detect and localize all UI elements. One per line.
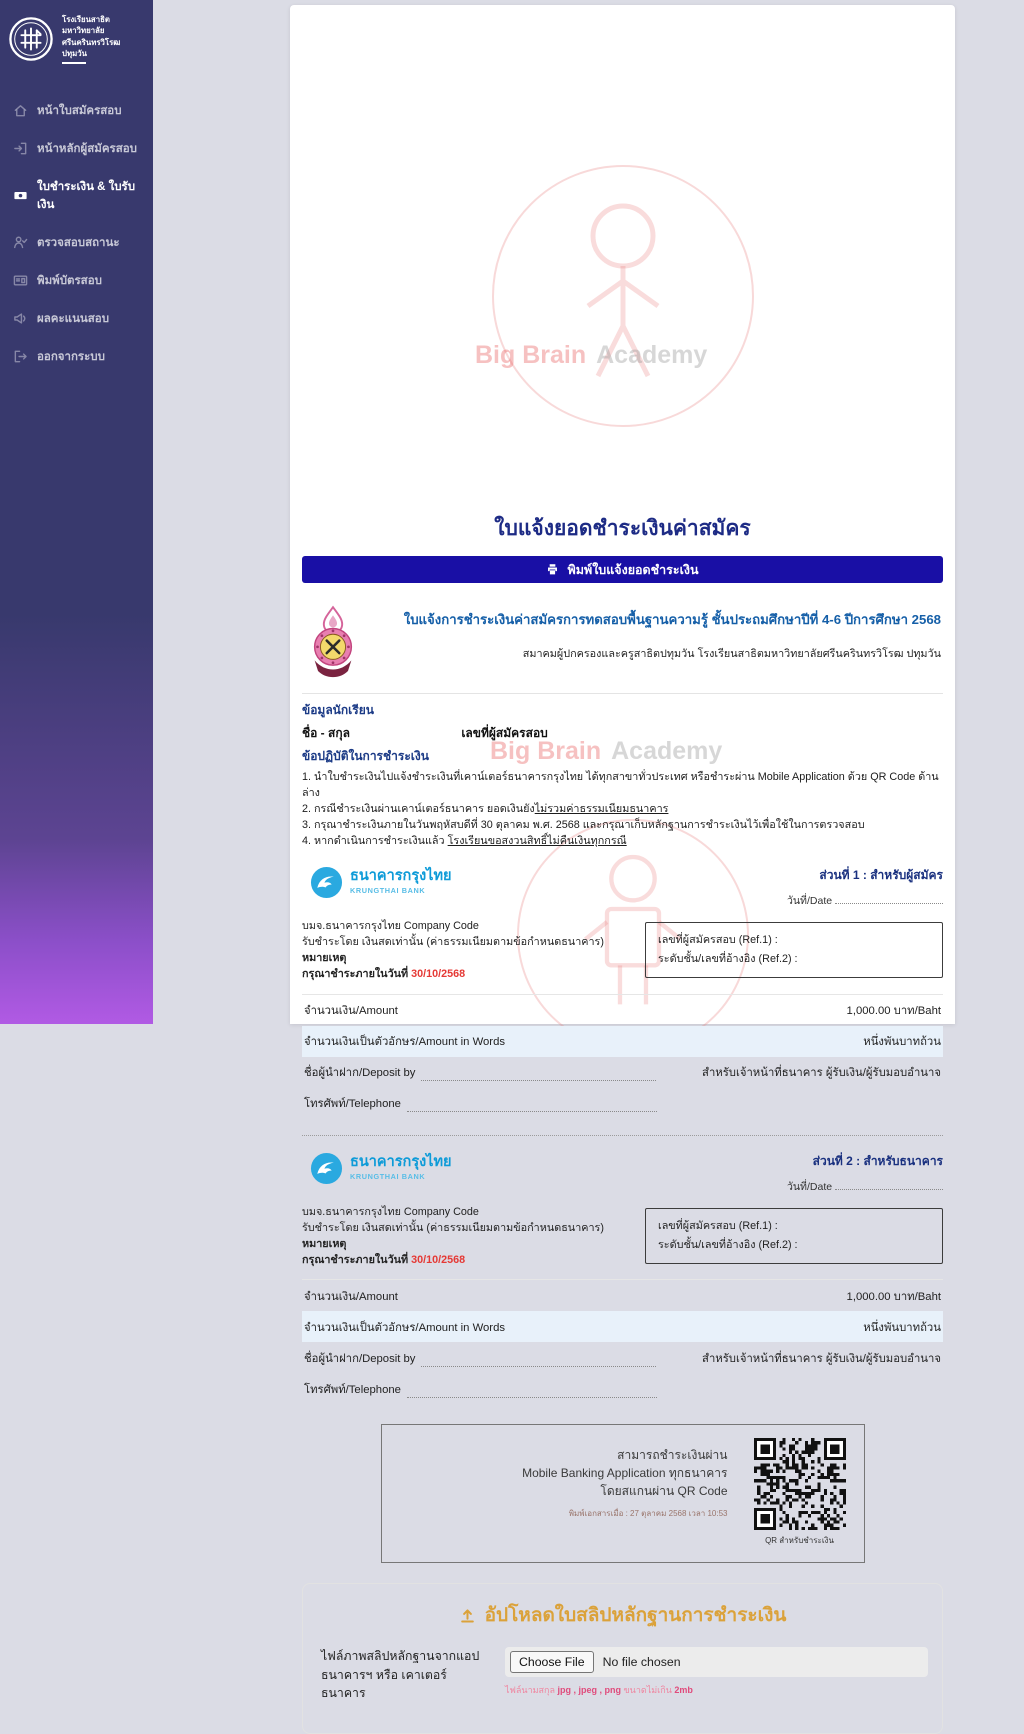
school-crest-icon: [304, 605, 362, 679]
bank-name-th: ธนาคารกรุงไทย: [350, 1154, 452, 1171]
slip-subtitle: สมาคมผู้ปกครองและครูสาธิตปทุมวัน โรงเรียนสาธิตมหาวิทยาลัยศรีนครินทรวิโรฒ ปทุมวัน: [522, 648, 941, 660]
sidebar-item-receipt[interactable]: ใบชำระเงิน & ใบรับเงิน: [0, 168, 153, 224]
ref2-label: ระดับชั้น/เลขที่อ้างอิง (Ref.2) :: [658, 1238, 798, 1251]
date-line: วันที่/Date: [787, 892, 943, 909]
main-content: [153, 0, 1024, 1701]
ref1-label: เลขที่ผู้สมัครสอบ (Ref.1) :: [658, 1220, 778, 1233]
applicant-number-label: เลขที่ผู้สมัครสอบ: [461, 726, 548, 740]
qr-line-2: Mobile Banking Application ทุกธนาคาร: [522, 1466, 728, 1481]
reference-box: [645, 1208, 943, 1264]
qr-code-image: [754, 1438, 846, 1530]
school-name: โรงเรียนสาธิต มหาวิทยาลัยศรีนครินทรวิโรฒ ปทุมวัน: [62, 15, 121, 58]
sidebar: [0, 0, 153, 1024]
sidebar-item-status[interactable]: ตรวจสอบสถานะ: [0, 224, 153, 262]
watermark-text-2: Big Brain Academy: [490, 737, 723, 765]
watermark-text-1: Big Brain Academy: [475, 341, 708, 369]
payment-part-1: [302, 866, 943, 1119]
upload-slip-section: [302, 1583, 943, 1733]
sidebar-nav: [0, 92, 153, 376]
file-hint: ไฟล์นามสกุล jpg , jpeg , png ขนาดไม่เกิน 2mb: [505, 1685, 693, 1696]
school-name-underline: [62, 62, 86, 64]
amount-words-value: หนึ่งพันบาทถ้วน: [863, 1321, 941, 1334]
slip-header: [302, 605, 943, 694]
reference-box: [645, 922, 943, 978]
krungthai-logo: [302, 1152, 452, 1185]
student-name-label: ชื่อ - สกุล: [302, 726, 350, 740]
deposit-by-label: ชื่อผู้นำฝาก/Deposit by: [304, 1352, 416, 1365]
due-date: 30/10/2568: [411, 968, 466, 981]
printer-icon: [546, 563, 559, 576]
sidebar-item-home[interactable]: หน้าใบสมัครสอบ: [0, 92, 153, 130]
amount-table: [302, 1279, 943, 1404]
bank-name-th: ธนาคารกรุงไทย: [350, 868, 452, 885]
instruction-line: 3. กรุณาชำระเงินภายในวันพฤหัสบดีที่ 30 ตุลาคม พ.ศ. 2568 และกรุณาเก็บหลักฐานการชำระเงินไว้เพื่อใช้ในการตรวจสอบ: [302, 818, 865, 831]
payment-instructions: [302, 770, 943, 850]
due-date: 30/10/2568: [411, 1254, 466, 1267]
amount-words-label: จำนวนเงินเป็นตัวอักษร/Amount in Words: [304, 1321, 505, 1334]
qr-line-1: สามารถชำระเงินผ่าน: [617, 1448, 728, 1463]
slip-title: ใบแจ้งการชำระเงินค่าสมัครการทดสอบพื้นฐานความรู้ ชั้นประถมศึกษาปีที่ 4-6 ปีการศึกษา 2568: [403, 612, 941, 627]
sidebar-item-enter[interactable]: หน้าหลักผู้สมัครสอบ: [0, 130, 153, 168]
qr-line-3: โดยสแกนผ่าน QR Code: [600, 1484, 728, 1499]
bank-name-en: KRUNGTHAI BANK: [350, 886, 426, 896]
bank-name-en: KRUNGTHAI BANK: [350, 1172, 426, 1182]
amount-table: [302, 994, 943, 1119]
amount-value: 1,000.00 บาท/Baht: [846, 1005, 941, 1018]
upload-title: อัปโหลดใบสลิปหลักฐานการชำระเงิน: [317, 1600, 928, 1630]
date-line: วันที่/Date: [787, 1178, 943, 1195]
amount-words-value: หนึ่งพันบาทถ้วน: [863, 1036, 941, 1049]
sidebar-item-logout[interactable]: ออกจากระบบ: [0, 338, 153, 376]
status-icon: [13, 235, 28, 250]
due-line: กรุณาชำระภายในวันที่ 30/10/2568: [302, 1254, 466, 1267]
ref2-label: ระดับชั้น/เลขที่อ้างอิง (Ref.2) :: [658, 953, 798, 966]
qr-payment-box: [381, 1424, 865, 1563]
company-code-line: บมจ.ธนาคารกรุงไทย Company Code: [302, 919, 479, 932]
file-input: [505, 1647, 928, 1677]
payment-part-2: [302, 1152, 943, 1405]
deposit-by-label: ชื่อผู้นำฝาก/Deposit by: [304, 1067, 416, 1080]
instructions-title: ข้อปฏิบัติในการชำระเงิน: [302, 749, 429, 763]
bank-officer-label: สำหรับเจ้าหน้าที่ธนาคาร ผู้รับเงิน/ผู้รับมอบอำนาจ: [702, 1352, 941, 1365]
ref1-label: เลขที่ผู้สมัครสอบ (Ref.1) :: [658, 934, 778, 947]
score-icon: [13, 311, 28, 326]
company-code-line: บมจ.ธนาคารกรุงไทย Company Code: [302, 1205, 479, 1218]
note-label: หมายเหตุ: [302, 952, 347, 965]
student-info: [302, 701, 943, 766]
amount-label: จำนวนเงิน/Amount: [304, 1005, 398, 1018]
part-label: ส่วนที่ 2 : สำหรับธนาคาร: [812, 1153, 943, 1168]
receive-line: รับชำระโดย เงินสดเท่านั้น (ค่าธรรมเนียมตามข้อกำหนดธนาคาร): [302, 1221, 604, 1234]
part-label: ส่วนที่ 1 : สำหรับผู้สมัคร: [819, 867, 943, 882]
school-logo-block: [0, 0, 153, 74]
amount-value: 1,000.00 บาท/Baht: [846, 1290, 941, 1303]
payment-slip-card: [290, 5, 955, 1701]
qr-caption: QR สำหรับชำระเงิน: [765, 1536, 834, 1546]
instruction-line: 2. กรณีชำระเงินผ่านเคาน์เตอร์ธนาคาร ยอดเงินยังไม่รวมค่าธรรมเนียมธนาคาร: [302, 802, 669, 815]
instruction-line: 4. หากดำเนินการชำระเงินแล้ว โรงเรียนขอสงวนสิทธิ์ไม่คืนเงินทุกกรณี: [302, 834, 627, 847]
enter-icon: [13, 141, 28, 156]
watermark-circle-1: [492, 165, 754, 427]
exam-card-icon: [13, 273, 28, 288]
student-section-title: ข้อมูลนักเรียน: [302, 703, 374, 717]
printed-timestamp: พิมพ์เอกสารเมื่อ : 27 ตุลาคม 2568 เวลา 10:53: [568, 1509, 728, 1519]
logout-icon: [13, 349, 28, 364]
print-slip-button[interactable]: พิมพ์ใบแจ้งยอดชำระเงิน: [302, 556, 943, 583]
bank-officer-label: สำหรับเจ้าหน้าที่ธนาคาร ผู้รับเงิน/ผู้รับมอบอำนาจ: [702, 1067, 941, 1080]
instruction-line: 1. นำใบชำระเงินไปแจ้งชำระเงินที่เคาน์เตอร์ธนาคารกรุงไทย ได้ทุกสาขาทั่วประเทศ หรือชำระผ่าน Mobile Application ด้วย QR Code ด้านล่าง: [302, 771, 939, 799]
no-file-chosen-text: No file chosen: [602, 1655, 681, 1670]
telephone-label: โทรศัพท์/Telephone: [304, 1383, 401, 1396]
school-emblem-icon: [8, 16, 54, 62]
krungthai-bird-icon: [310, 866, 343, 899]
upload-icon: [459, 1607, 476, 1624]
sidebar-item-exam-card[interactable]: พิมพ์บัตรสอบ: [0, 262, 153, 300]
krungthai-logo: [302, 866, 452, 899]
note-label: หมายเหตุ: [302, 1237, 347, 1250]
amount-label: จำนวนเงิน/Amount: [304, 1290, 398, 1303]
telephone-label: โทรศัพท์/Telephone: [304, 1098, 401, 1111]
cut-separator: [302, 1135, 943, 1136]
due-line: กรุณาชำระภายในวันที่ 30/10/2568: [302, 968, 466, 981]
choose-file-button[interactable]: Choose File: [510, 1651, 594, 1673]
page-title: ใบแจ้งยอดชำระเงินค่าสมัคร: [494, 517, 751, 540]
amount-words-label: จำนวนเงินเป็นตัวอักษร/Amount in Words: [304, 1036, 505, 1049]
upload-field-label: ไฟล์ภาพสลิปหลักฐานจากแอปธนาคารฯ หรือ เคาเตอร์ธนาคาร: [321, 1649, 480, 1701]
receive-line: รับชำระโดย เงินสดเท่านั้น (ค่าธรรมเนียมตามข้อกำหนดธนาคาร): [302, 936, 604, 949]
sidebar-item-score[interactable]: ผลคะแนนสอบ: [0, 300, 153, 338]
krungthai-bird-icon: [310, 1152, 343, 1185]
receipt-icon: [13, 188, 28, 203]
home-icon: [13, 103, 28, 118]
